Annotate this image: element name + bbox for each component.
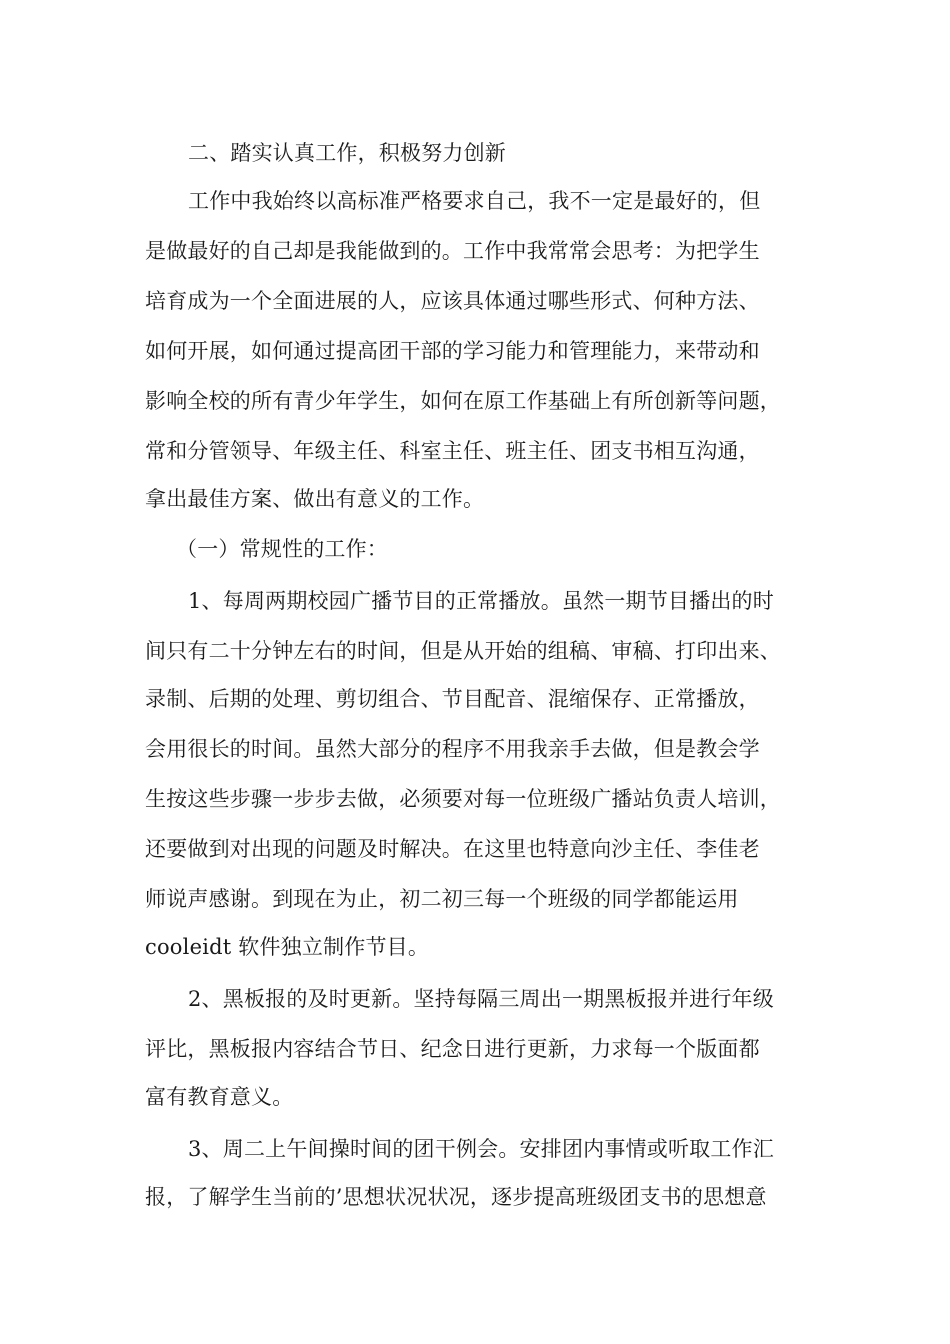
paragraph-line: 2、黑板报的及时更新。坚持每隔三周出一期黑板报并进行年级: [188, 987, 774, 1011]
paragraph-line: 评比，黑板报内容结合节日、纪念日进行更新，力求每一个版面都: [145, 1037, 760, 1061]
paragraph-line: 影响全校的所有青少年学生，如何在原工作基础上有所创新等问题，: [145, 389, 781, 413]
paragraph-line: 如何开展，如何通过提高团干部的学习能力和管理能力，来带动和: [145, 339, 760, 363]
paragraph-line: 还要做到对出现的问题及时解决。在这里也特意向沙主任、李佳老: [145, 837, 760, 861]
paragraph-line: 会用很长的时间。虽然大部分的程序不用我亲手去做，但是教会学: [145, 737, 760, 761]
paragraph-line: 拿出最佳方案、做出有意义的工作。: [145, 487, 485, 511]
paragraph-line: 师说声感谢。到现在为止，初二初三每一个班级的同学都能运用: [145, 887, 739, 911]
subsection-heading: （一）常规性的工作：: [176, 537, 388, 561]
paragraph-line: 常和分管领导、年级主任、科室主任、班主任、团支书相互沟通，: [145, 439, 760, 463]
paragraph-line: 富有教育意义。: [145, 1085, 294, 1109]
paragraph-line: cooleidt 软件独立制作节目。: [145, 935, 430, 959]
paragraph-line: 生按这些步骤一步步去做，必须要对每一位班级广播站负责人培训，: [145, 787, 781, 811]
paragraph-line: 是做最好的自己却是我能做到的。工作中我常常会思考：为把学生: [145, 239, 760, 263]
paragraph-line: 3、周二上午间操时间的团干例会。安排团内事情或听取工作汇: [188, 1137, 774, 1161]
paragraph-line: 1、每周两期校园广播节目的正常播放。虽然一期节目播出的时: [188, 589, 774, 613]
paragraph-line: 工作中我始终以高标准严格要求自己，我不一定是最好的，但: [188, 189, 761, 213]
paragraph-line: 录制、后期的处理、剪切组合、节目配音、混缩保存、正常播放，: [145, 687, 760, 711]
paragraph-line: 培育成为一个全面进展的人，应该具体通过哪些形式、何种方法、: [145, 289, 760, 313]
paragraph-line: 间只有二十分钟左右的时间，但是从开始的组稿、审稿、打印出来、: [145, 639, 781, 663]
paragraph-line: 报，了解学生当前的’思想状况状况，逐步提高班级团支书的思想意: [145, 1185, 767, 1209]
section-heading: 二、踏实认真工作，积极努力创新: [188, 141, 506, 165]
